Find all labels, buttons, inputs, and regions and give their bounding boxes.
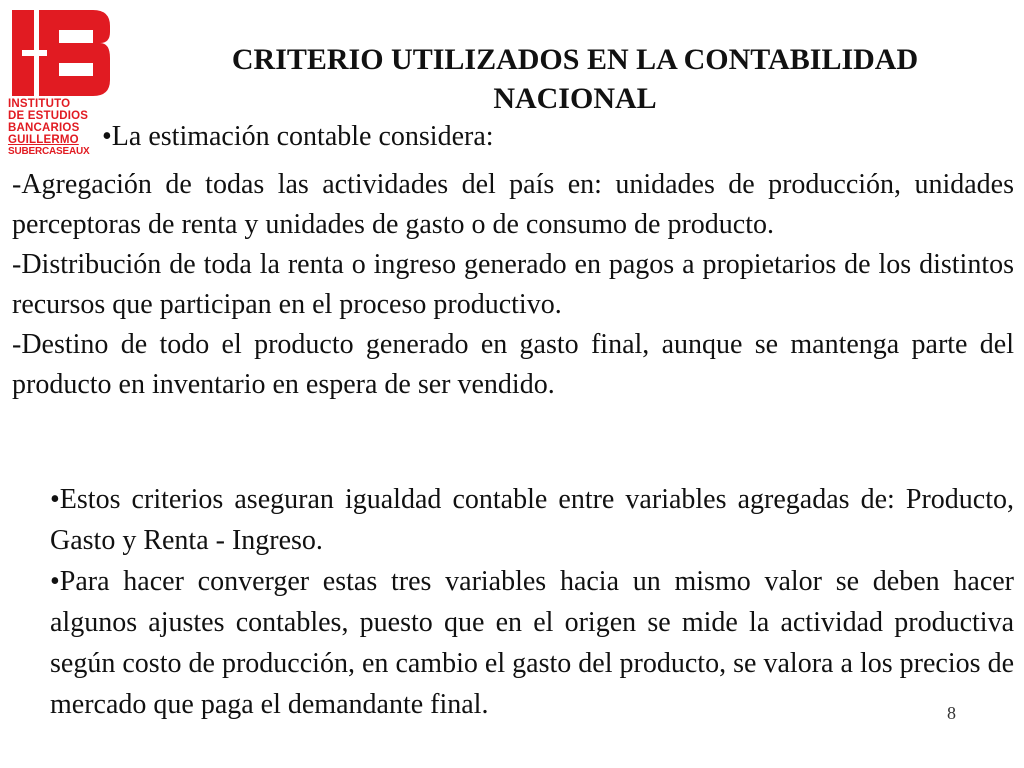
bullet-equality: •Estos criterios aseguran igualdad contable entre variables agregadas de: Producto, Gasto y Renta - Ingreso. xyxy=(50,484,1014,556)
logo-line-3: BANCARIOS xyxy=(8,122,80,134)
logo-line-2: DE ESTUDIOS xyxy=(8,110,89,122)
criteria-paragraphs xyxy=(12,165,1014,405)
logo-line-5: SUBERCASEAUX xyxy=(8,146,90,157)
paragraph-aggregation: -Agregación de todas las actividades del país en: unidades de producción, unidades perceptoras de renta y unidades de gasto o de consumo de producto. xyxy=(12,169,1014,240)
paragraph-distribution: -Distribución de toda la renta o ingreso generado en pagos a propietarios de los distintos recursos que participan en el proceso productivo. xyxy=(12,249,1014,320)
logo-line-4: GUILLERMO xyxy=(8,134,79,146)
logo-wordmark xyxy=(8,98,112,158)
page-number: 8 xyxy=(947,703,956,723)
slide-title: CRITERIO UTILIZADOS EN LA CONTABILIDAD NACIONAL xyxy=(231,43,919,115)
paragraph-destination: -Destino de todo el producto generado en gasto final, aunque se mantenga parte del producto en inventario en espera de ser vendido. xyxy=(12,329,1014,400)
intro-bullet: •La estimación contable considera: xyxy=(102,121,494,152)
ieb-logo-mark xyxy=(12,10,110,96)
institute-logo xyxy=(8,8,112,160)
bullet-adjustments: •Para hacer converger estas tres variables hacia un mismo valor se deben hacer algunos ajustes contables, puesto que en el origen se mide la actividad productiva según costo de producción, en cambio el gasto del producto, se valora a los precios de mercado que paga el demandante final. xyxy=(50,566,1014,720)
conclusion-bullets xyxy=(50,479,1014,725)
logo-line-1: INSTITUTO xyxy=(8,98,71,110)
